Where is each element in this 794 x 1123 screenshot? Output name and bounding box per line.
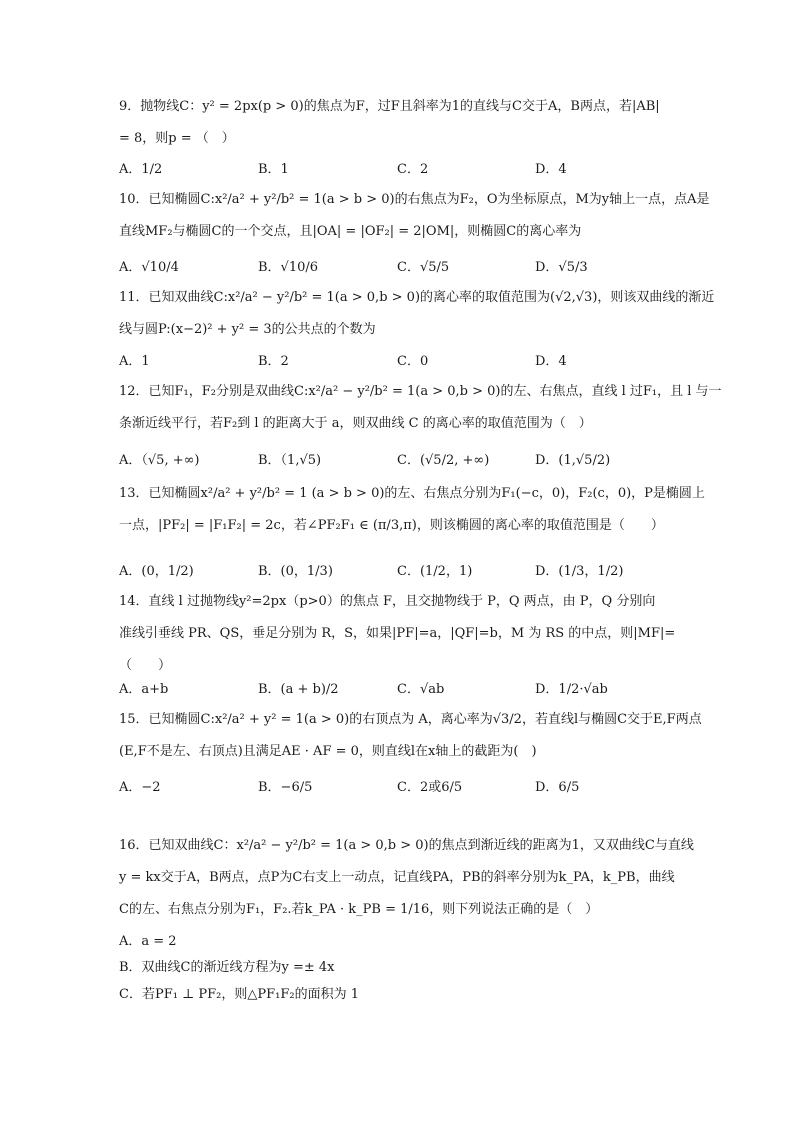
question-10-line-2: 直线MF₂与椭圆C的一个交点，且|OA| = |OF₂| = 2|OM|，则椭圆C的离心率为: [119, 224, 582, 239]
question-9-options: [119, 158, 679, 178]
question-15-line-1: 15．已知椭圆C:x²/a² + y² = 1(a > 0)的右顶点为 A，离心率为√3/2，若直线l与椭圆C交于E,F两点: [119, 712, 702, 727]
question-16-line-2: y = kx交于A，B两点，点P为C右支上一动点，记直线PA，PB的斜率分别为k_PA，k_PB，曲线: [119, 870, 675, 885]
question-9: [119, 91, 679, 155]
question-13-line-2: 一点，|PF₂| = |F₁F₂| = 2c，若∠PF₂F₁ ∈ (π/3,π)，则该椭圆的离心率的取值范围是（ ）: [119, 518, 664, 533]
question-9-option-a: A．1/2: [119, 162, 163, 177]
question-15-option-b: B．−6/5: [258, 780, 313, 795]
question-14-option-d: D．1/2·√ab: [535, 682, 608, 697]
question-12-option-c: C．(√5/2, +∞): [397, 453, 490, 468]
question-10-options: [119, 256, 679, 276]
question-16-line-1: 16．已知双曲线C：x²/a² − y²/b² = 1(a > 0,b > 0)的焦点到渐近线的距离为1，又双曲线C与直线: [119, 838, 694, 853]
question-12-option-a: A．（√5, +∞): [119, 453, 200, 468]
question-11-option-b: B．2: [258, 354, 289, 369]
question-13-options: [119, 560, 679, 580]
question-13-line-1: 13．已知椭圆x²/a² + y²/b² = 1 (a > b > 0)的左、右焦点分别为F₁(−c，0)，F₂(c，0)，P是椭圆上: [119, 486, 705, 501]
question-9-line-1: 9．抛物线C：y² = 2px(p > 0)的焦点为F，过F且斜率为1的直线与C交于A，B两点，若|AB|: [119, 99, 660, 114]
question-10-option-a: A．√10/4: [119, 260, 179, 275]
question-9-option-c: C．2: [397, 162, 429, 177]
question-11-option-c: C．0: [397, 354, 429, 369]
question-13-option-c: C．(1/2，1): [397, 564, 473, 579]
question-12-line-1: 12．已知F₁，F₂分别是双曲线C:x²/a² − y²/b² = 1(a > 0,b > 0)的左、右焦点，直线 l 过F₁，且 l 与一: [119, 384, 722, 399]
question-11-line-2: 线与圆P:(x−2)² + y² = 3的公共点的个数为: [119, 322, 376, 337]
question-14-options: [119, 678, 679, 698]
question-14-option-b: B．(a + b)/2: [258, 682, 339, 697]
question-12: [119, 376, 722, 440]
question-10-option-c: C．√5/5: [397, 260, 450, 275]
question-16-option-b: B．双曲线C的渐近线方程为y =± 4x: [119, 960, 335, 975]
question-14-line-3: （ ）: [119, 658, 172, 673]
question-10-line-1: 10．已知椭圆C:x²/a² + y²/b² = 1(a > b > 0)的右焦点为F₂，O为坐标原点，M为y轴上一点，点A是: [119, 192, 710, 207]
question-14-line-1: 14．直线 l 过抛物线y²=2px（p>0）的焦点 F，且交抛物线于 P，Q 两点，由 P，Q 分别向: [119, 594, 656, 609]
question-15-option-a: A．−2: [119, 780, 161, 795]
question-11-line-1: 11．已知双曲线C:x²/a² − y²/b² = 1(a > 0,b > 0)的离心率的取值范围为(√2,√3)，则该双曲线的渐近: [119, 290, 715, 305]
question-12-line-2: 条渐近线平行，若F₂到 l 的距离大于 a，则双曲线 C 的离心率的取值范围为（ ）: [119, 416, 592, 431]
question-14: [119, 586, 679, 682]
question-9-line-2: = 8，则p = （ ）: [119, 131, 235, 146]
question-13-option-a: A．(0，1/2): [119, 564, 194, 579]
question-15-option-d: D．6/5: [535, 780, 580, 795]
question-15: [119, 704, 702, 768]
question-10: [119, 184, 710, 248]
question-13-option-b: B．(0，1/3): [258, 564, 333, 579]
question-10-option-b: B．√10/6: [258, 260, 319, 275]
question-11: [119, 282, 715, 346]
question-15-options: [119, 776, 679, 796]
question-16-line-3: C的左、右焦点分别为F₁，F₂.若k_PA · k_PB = 1/16，则下列说法正确的是（ ）: [119, 902, 599, 917]
question-9-option-d: D．4: [535, 162, 567, 177]
question-12-option-d: D．(1,√5/2): [535, 453, 611, 468]
question-12-option-b: B．（1,√5): [258, 453, 322, 468]
question-13: [119, 478, 705, 542]
question-16-option-c: C．若PF₁ ⊥ PF₂，则△PF₁F₂的面积为 1: [119, 987, 360, 1002]
question-11-options: [119, 350, 679, 370]
question-16-option-a: A．a = 2: [119, 934, 177, 949]
question-11-option-a: A．1: [119, 354, 150, 369]
question-9-option-b: B．1: [258, 162, 289, 177]
question-15-option-c: C．2或6/5: [397, 780, 463, 795]
question-11-option-d: D．4: [535, 354, 567, 369]
question-14-option-c: C．√ab: [397, 682, 445, 697]
question-15-line-2: (E,F不是左、右顶点)且满足AE · AF = 0，则直线l在x轴上的截距为( ): [119, 744, 537, 759]
question-14-option-a: A．a+b: [119, 682, 169, 697]
question-12-options: [119, 449, 679, 469]
question-10-option-d: D．√5/3: [535, 260, 588, 275]
question-14-line-2: 准线引垂线 PR、QS，垂足分别为 R，S，如果|PF|=a，|QF|=b，M 为 RS 的中点，则|MF|=: [119, 626, 676, 641]
question-16: [119, 830, 694, 926]
question-13-option-d: D．(1/3，1/2): [535, 564, 624, 579]
